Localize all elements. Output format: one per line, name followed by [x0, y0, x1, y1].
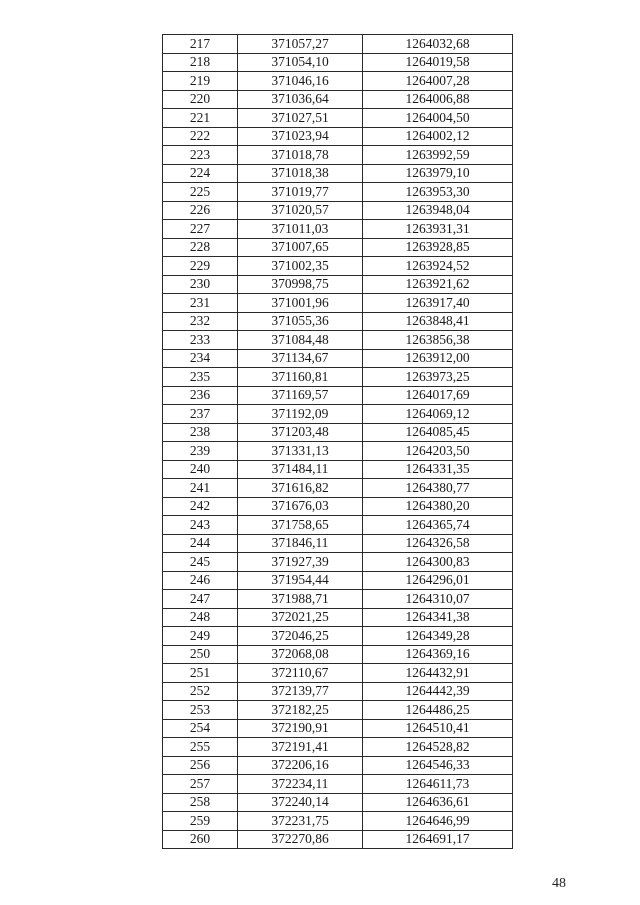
table-row: [163, 127, 513, 146]
table-row: [163, 608, 513, 627]
table-row: [163, 294, 513, 313]
point-number-cell: 259: [163, 812, 238, 831]
x-coordinate-cell: 371011,03: [238, 220, 363, 239]
x-coordinate-cell: 372191,41: [238, 738, 363, 757]
table-row: [163, 109, 513, 128]
point-number-cell: 251: [163, 664, 238, 683]
y-coordinate-cell: 1264341,38: [363, 608, 513, 627]
y-coordinate-cell: 1263953,30: [363, 183, 513, 202]
table-row: [163, 331, 513, 350]
y-coordinate-cell: 1264369,16: [363, 645, 513, 664]
point-number-cell: 237: [163, 405, 238, 424]
x-coordinate-cell: 371057,27: [238, 35, 363, 54]
y-coordinate-cell: 1264331,35: [363, 460, 513, 479]
table-row: [163, 830, 513, 849]
table-row: [163, 590, 513, 609]
y-coordinate-cell: 1263924,52: [363, 257, 513, 276]
y-coordinate-cell: 1264432,91: [363, 664, 513, 683]
y-coordinate-cell: 1263917,40: [363, 294, 513, 313]
point-number-cell: 243: [163, 516, 238, 535]
table-row: [163, 423, 513, 442]
table-row: [163, 275, 513, 294]
point-number-cell: 229: [163, 257, 238, 276]
point-number-cell: 227: [163, 220, 238, 239]
y-coordinate-cell: 1263931,31: [363, 220, 513, 239]
x-coordinate-cell: 371331,13: [238, 442, 363, 461]
table-row: [163, 701, 513, 720]
x-coordinate-cell: 371002,35: [238, 257, 363, 276]
point-number-cell: 260: [163, 830, 238, 849]
point-number-cell: 241: [163, 479, 238, 498]
x-coordinate-cell: 371007,65: [238, 238, 363, 257]
y-coordinate-cell: 1264019,58: [363, 53, 513, 72]
point-number-cell: 232: [163, 312, 238, 331]
point-number-cell: 219: [163, 72, 238, 91]
y-coordinate-cell: 1264442,39: [363, 682, 513, 701]
y-coordinate-cell: 1264380,20: [363, 497, 513, 516]
table-row: [163, 719, 513, 738]
point-number-cell: 248: [163, 608, 238, 627]
table-row: [163, 35, 513, 54]
table-row: [163, 164, 513, 183]
point-number-cell: 247: [163, 590, 238, 609]
x-coordinate-cell: 371169,57: [238, 386, 363, 405]
y-coordinate-cell: 1264510,41: [363, 719, 513, 738]
table-row: [163, 220, 513, 239]
table-row: [163, 664, 513, 683]
x-coordinate-cell: 372206,16: [238, 756, 363, 775]
table-row: [163, 72, 513, 91]
x-coordinate-cell: 371927,39: [238, 553, 363, 572]
point-number-cell: 244: [163, 534, 238, 553]
x-coordinate-cell: 370998,75: [238, 275, 363, 294]
point-number-cell: 233: [163, 331, 238, 350]
x-coordinate-cell: 372110,67: [238, 664, 363, 683]
x-coordinate-cell: 371084,48: [238, 331, 363, 350]
point-number-cell: 218: [163, 53, 238, 72]
x-coordinate-cell: 371023,94: [238, 127, 363, 146]
x-coordinate-cell: 371055,36: [238, 312, 363, 331]
table-row: [163, 479, 513, 498]
y-coordinate-cell: 1263979,10: [363, 164, 513, 183]
table-row: [163, 793, 513, 812]
table-row: [163, 627, 513, 646]
point-number-cell: 250: [163, 645, 238, 664]
y-coordinate-cell: 1264007,28: [363, 72, 513, 91]
table-row: [163, 497, 513, 516]
x-coordinate-cell: 371019,77: [238, 183, 363, 202]
y-coordinate-cell: 1264085,45: [363, 423, 513, 442]
point-number-cell: 230: [163, 275, 238, 294]
y-coordinate-cell: 1264296,01: [363, 571, 513, 590]
table-row: [163, 571, 513, 590]
y-coordinate-cell: 1264004,50: [363, 109, 513, 128]
point-number-cell: 256: [163, 756, 238, 775]
x-coordinate-cell: 372139,77: [238, 682, 363, 701]
table-row: [163, 682, 513, 701]
point-number-cell: 222: [163, 127, 238, 146]
x-coordinate-cell: 371027,51: [238, 109, 363, 128]
table-row: [163, 257, 513, 276]
x-coordinate-cell: 371758,65: [238, 516, 363, 535]
point-number-cell: 254: [163, 719, 238, 738]
point-number-cell: 257: [163, 775, 238, 794]
x-coordinate-cell: 372234,11: [238, 775, 363, 794]
y-coordinate-cell: 1264006,88: [363, 90, 513, 109]
point-number-cell: 252: [163, 682, 238, 701]
table-row: [163, 405, 513, 424]
x-coordinate-cell: 371192,09: [238, 405, 363, 424]
x-coordinate-cell: 371018,78: [238, 146, 363, 165]
x-coordinate-cell: 371134,67: [238, 349, 363, 368]
y-coordinate-cell: 1264349,28: [363, 627, 513, 646]
table-row: [163, 775, 513, 794]
y-coordinate-cell: 1263973,25: [363, 368, 513, 387]
point-number-cell: 235: [163, 368, 238, 387]
table-row: [163, 201, 513, 220]
x-coordinate-cell: 372021,25: [238, 608, 363, 627]
table-row: [163, 553, 513, 572]
x-coordinate-cell: 371954,44: [238, 571, 363, 590]
y-coordinate-cell: 1264528,82: [363, 738, 513, 757]
y-coordinate-cell: 1264365,74: [363, 516, 513, 535]
point-number-cell: 258: [163, 793, 238, 812]
y-coordinate-cell: 1263992,59: [363, 146, 513, 165]
point-number-cell: 236: [163, 386, 238, 405]
y-coordinate-cell: 1264002,12: [363, 127, 513, 146]
y-coordinate-cell: 1263848,41: [363, 312, 513, 331]
coordinates-table-body: [163, 35, 513, 849]
x-coordinate-cell: 371846,11: [238, 534, 363, 553]
x-coordinate-cell: 372190,91: [238, 719, 363, 738]
table-row: [163, 645, 513, 664]
y-coordinate-cell: 1264546,33: [363, 756, 513, 775]
table-row: [163, 53, 513, 72]
page-number: 48: [552, 876, 566, 891]
table-row: [163, 238, 513, 257]
point-number-cell: 217: [163, 35, 238, 54]
table-row: [163, 756, 513, 775]
point-number-cell: 223: [163, 146, 238, 165]
x-coordinate-cell: 371046,16: [238, 72, 363, 91]
table-row: [163, 349, 513, 368]
table-row: [163, 516, 513, 535]
x-coordinate-cell: 372182,25: [238, 701, 363, 720]
x-coordinate-cell: 372068,08: [238, 645, 363, 664]
point-number-cell: 245: [163, 553, 238, 572]
table-row: [163, 368, 513, 387]
y-coordinate-cell: 1264017,69: [363, 386, 513, 405]
point-number-cell: 234: [163, 349, 238, 368]
y-coordinate-cell: 1264636,61: [363, 793, 513, 812]
x-coordinate-cell: 372046,25: [238, 627, 363, 646]
x-coordinate-cell: 371988,71: [238, 590, 363, 609]
table-row: [163, 460, 513, 479]
y-coordinate-cell: 1264310,07: [363, 590, 513, 609]
y-coordinate-cell: 1264611,73: [363, 775, 513, 794]
x-coordinate-cell: 371054,10: [238, 53, 363, 72]
x-coordinate-cell: 371160,81: [238, 368, 363, 387]
point-number-cell: 221: [163, 109, 238, 128]
table-row: [163, 386, 513, 405]
point-number-cell: 238: [163, 423, 238, 442]
point-number-cell: 249: [163, 627, 238, 646]
x-coordinate-cell: 371020,57: [238, 201, 363, 220]
x-coordinate-cell: 372231,75: [238, 812, 363, 831]
table-row: [163, 534, 513, 553]
y-coordinate-cell: 1264203,50: [363, 442, 513, 461]
point-number-cell: 225: [163, 183, 238, 202]
point-number-cell: 253: [163, 701, 238, 720]
table-row: [163, 442, 513, 461]
table-row: [163, 183, 513, 202]
x-coordinate-cell: 371484,11: [238, 460, 363, 479]
y-coordinate-cell: 1263928,85: [363, 238, 513, 257]
y-coordinate-cell: 1264646,99: [363, 812, 513, 831]
y-coordinate-cell: 1263856,38: [363, 331, 513, 350]
table-row: [163, 812, 513, 831]
point-number-cell: 226: [163, 201, 238, 220]
table-row: [163, 146, 513, 165]
y-coordinate-cell: 1263921,62: [363, 275, 513, 294]
y-coordinate-cell: 1264032,68: [363, 35, 513, 54]
point-number-cell: 220: [163, 90, 238, 109]
table-row: [163, 312, 513, 331]
point-number-cell: 239: [163, 442, 238, 461]
table-row: [163, 90, 513, 109]
y-coordinate-cell: 1264380,77: [363, 479, 513, 498]
x-coordinate-cell: 371676,03: [238, 497, 363, 516]
point-number-cell: 242: [163, 497, 238, 516]
point-number-cell: 231: [163, 294, 238, 313]
x-coordinate-cell: 371036,64: [238, 90, 363, 109]
point-number-cell: 224: [163, 164, 238, 183]
point-number-cell: 246: [163, 571, 238, 590]
y-coordinate-cell: 1263948,04: [363, 201, 513, 220]
coordinates-table: [162, 34, 513, 849]
x-coordinate-cell: 372240,14: [238, 793, 363, 812]
y-coordinate-cell: 1264486,25: [363, 701, 513, 720]
point-number-cell: 255: [163, 738, 238, 757]
point-number-cell: 228: [163, 238, 238, 257]
x-coordinate-cell: 371203,48: [238, 423, 363, 442]
y-coordinate-cell: 1264069,12: [363, 405, 513, 424]
x-coordinate-cell: 371001,96: [238, 294, 363, 313]
y-coordinate-cell: 1263912,00: [363, 349, 513, 368]
y-coordinate-cell: 1264300,83: [363, 553, 513, 572]
y-coordinate-cell: 1264691,17: [363, 830, 513, 849]
y-coordinate-cell: 1264326,58: [363, 534, 513, 553]
x-coordinate-cell: 371616,82: [238, 479, 363, 498]
x-coordinate-cell: 371018,38: [238, 164, 363, 183]
x-coordinate-cell: 372270,86: [238, 830, 363, 849]
point-number-cell: 240: [163, 460, 238, 479]
table-row: [163, 738, 513, 757]
